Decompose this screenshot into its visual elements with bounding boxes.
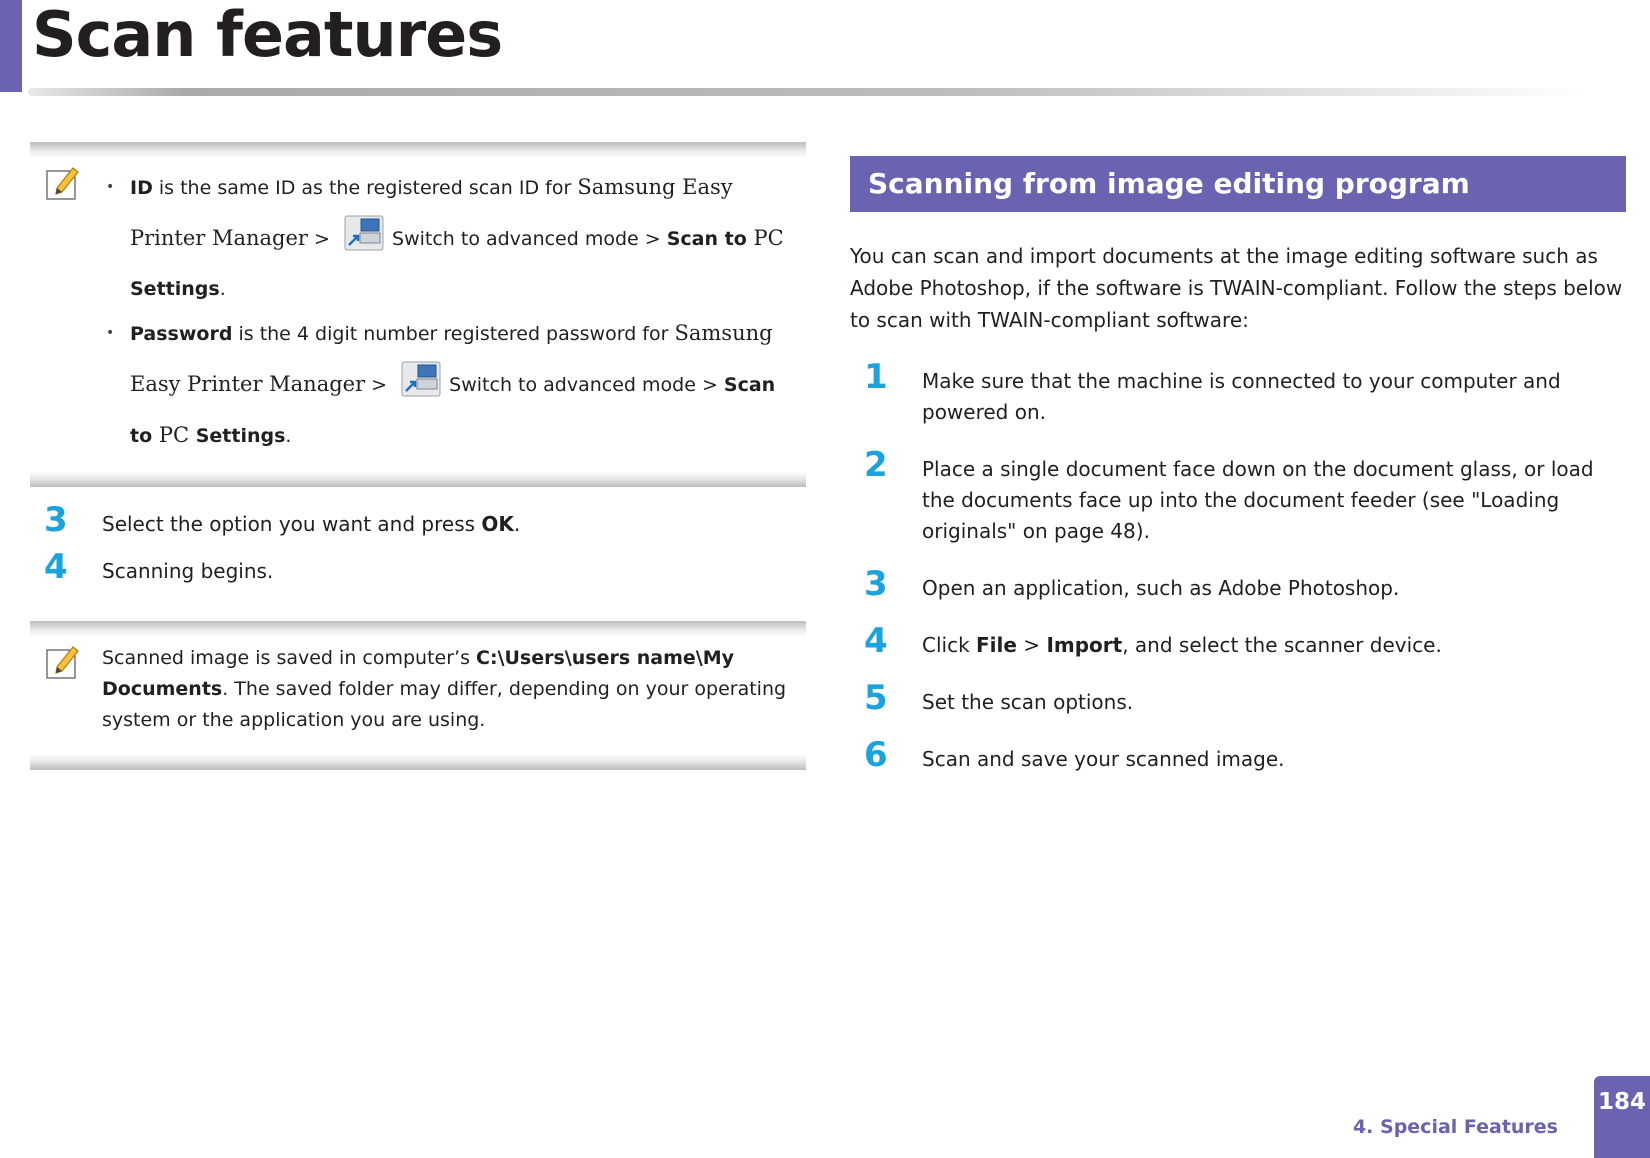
step-3 — [30, 500, 806, 540]
step-4 — [850, 621, 1626, 661]
bullet-key: Password — [130, 323, 233, 345]
step-text: Make sure that the machine is connected to your computer and powered on. — [922, 369, 1561, 424]
note-pencil-icon — [44, 164, 80, 202]
advanced-mode-icon — [344, 215, 384, 251]
step-text: Select the option you want and press — [102, 512, 482, 536]
step-number: 3 — [44, 500, 67, 540]
separator: > — [307, 228, 336, 250]
bullet-text: is the 4 digit number registered password for — [232, 323, 675, 345]
mode-text: Switch to advanced mode > — [443, 374, 724, 396]
note-top-border — [30, 621, 806, 637]
settings-label: Settings — [130, 278, 220, 300]
footer-chapter: 4. Special Features — [1352, 1116, 1558, 1138]
step-text: Scanning begins. — [102, 559, 274, 583]
page-number: 184 — [1594, 1076, 1650, 1158]
step-5 — [850, 678, 1626, 718]
note-box-credentials — [30, 142, 806, 487]
step-6 — [850, 735, 1626, 775]
section-heading: Scanning from image editing program — [850, 156, 1626, 212]
step-number: 1 — [864, 357, 887, 397]
bullet-end: . — [219, 278, 226, 300]
mode-text: Switch to advanced mode > — [385, 228, 667, 250]
step-number: 6 — [864, 735, 887, 775]
import-menu-label: Import — [1046, 633, 1123, 657]
note-bottom-border — [30, 471, 806, 487]
note-bullet-password — [102, 308, 798, 461]
right-column — [850, 156, 1626, 801]
separator: > — [365, 374, 394, 396]
step-text: Open an application, such as Adobe Photoshop. — [922, 576, 1400, 600]
scan-to-label: Scan to — [666, 228, 747, 250]
step-number: 4 — [44, 547, 67, 587]
scan-to-label: Scan to — [130, 374, 776, 447]
right-steps — [850, 357, 1626, 775]
step-number: 2 — [864, 445, 887, 485]
bullet-end: . — [285, 425, 292, 447]
title-rule — [28, 88, 1588, 96]
note-top-border — [30, 142, 806, 158]
step-text: Set the scan options. — [922, 690, 1134, 714]
note-body — [30, 637, 806, 754]
app-name: Samsung Easy Printer Manager — [130, 321, 773, 396]
step-number: 4 — [864, 621, 887, 661]
step-number: 3 — [864, 564, 887, 604]
note-bottom-border — [30, 754, 806, 770]
left-column — [30, 142, 806, 770]
title-accent-bar — [0, 0, 22, 92]
note-text-a: Scanned image is saved in computer’s — [102, 647, 477, 669]
step-text-end: . — [513, 512, 521, 536]
app-name: Samsung Easy Printer Manager — [130, 175, 733, 250]
step-number: 5 — [864, 678, 887, 718]
step-text: Place a single document face down on the document glass, or load the documents face up into the document feeder (see "Loading originals" on page 48). — [922, 457, 1594, 543]
note-pencil-icon — [44, 643, 80, 681]
folder-path: C:\Users\users name\My Documents — [102, 647, 735, 700]
note-bullet-id — [102, 162, 798, 314]
section-intro: You can scan and import documents at the image editing software such as Adobe Photoshop, if the software is TWAIN-compliant. Follow the steps below to scan with TWAIN-compliant software: — [850, 244, 1623, 332]
note-body — [30, 158, 806, 471]
pc-label: PC — [746, 226, 784, 250]
step-text: Click — [922, 633, 977, 657]
step-2 — [850, 445, 1626, 547]
step-3 — [850, 564, 1626, 604]
bullet-key: ID — [130, 177, 153, 199]
page-title: Scan features — [32, 0, 503, 71]
note-text-b: . The saved folder may differ, depending on your operating system or the application you are using. — [102, 678, 787, 731]
step-text-end: , and select the scanner device. — [1122, 633, 1442, 657]
step-text: Scan and save your scanned image. — [922, 747, 1285, 771]
settings-label: Settings — [195, 425, 286, 447]
left-steps — [30, 500, 806, 587]
step-1 — [850, 357, 1626, 428]
note-box-save-location — [30, 621, 806, 770]
bullet-text: is the same ID as the registered scan ID for — [152, 177, 578, 199]
advanced-mode-icon — [401, 361, 441, 397]
separator: > — [1016, 633, 1047, 657]
file-menu-label: File — [976, 633, 1017, 657]
pc-label: PC — [152, 423, 196, 447]
step-4 — [30, 547, 806, 587]
note-text — [60, 643, 798, 736]
ok-label: OK — [481, 512, 514, 536]
